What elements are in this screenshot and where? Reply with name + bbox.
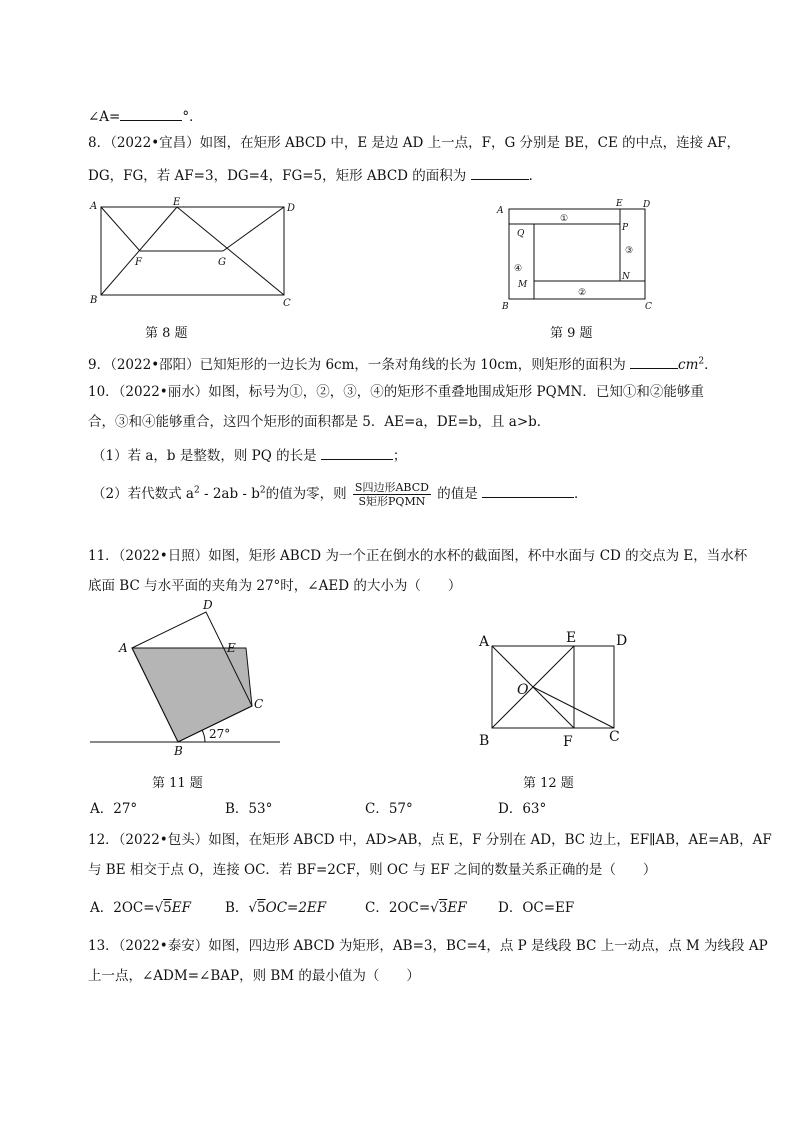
label-c: C: [645, 302, 652, 312]
figure-q9-caption: 第 9 题: [550, 326, 593, 341]
label-a: A: [119, 641, 128, 655]
q13-line2: 上一点，∠ADM=∠BAP，则 BM 的最小值为（ ）: [88, 968, 420, 984]
q10-line1: 10．（2022•丽水）如图，标号为①，②，③，④的矩形不重叠地围成矩形 PQMN．已知①和②能够重: [88, 384, 704, 400]
seg-dg: [223, 207, 284, 251]
label-rect-2: ②: [578, 288, 587, 298]
answer-blank: [630, 356, 678, 369]
q8-line1: 8．（2022•宜昌）如图，在矩形 ABCD 中，E 是边 AD 上一点，F，G 分别是 BE，CE 的中点，连接 AF，: [88, 135, 741, 151]
answer-blank: [471, 167, 529, 180]
q12-line2: 与 BE 相交于点 O，连接 OC．若 BF=2CF，则 OC 与 EF 之间的数量关系正确的是（ ）: [88, 862, 657, 878]
label-c: C: [283, 298, 291, 309]
figure-q12-caption: 第 12 题: [523, 776, 574, 791]
q11-choice-c: C．57°: [365, 801, 413, 817]
q12-choice-c: C．2OC=√3EF: [365, 900, 467, 916]
label-b: B: [502, 302, 509, 312]
q11-line2: 底面 BC 与水平面的夹角为 27°时，∠AED 的大小为（ ）: [88, 578, 462, 594]
rect-2: [534, 281, 645, 299]
seg-af: [101, 207, 140, 251]
rect-3: [620, 209, 645, 281]
label-a: A: [497, 206, 504, 216]
label-a: A: [479, 634, 490, 650]
label-b: B: [90, 295, 98, 306]
q10-part1: （1）若 a，b 是整数，则 PQ 的长是 ；: [92, 448, 407, 464]
q7-answer-line: ∠A= °．: [88, 109, 203, 125]
figure-q11: [88, 598, 288, 758]
figure-q8: [85, 195, 295, 310]
label-d: D: [643, 200, 651, 210]
label-e: E: [566, 630, 577, 646]
label-rect-4: ④: [514, 264, 523, 274]
label-d: D: [287, 203, 295, 214]
answer-blank: [321, 447, 393, 460]
label-m: M: [518, 280, 528, 290]
label-f: F: [135, 257, 142, 268]
label-b: B: [479, 733, 490, 749]
label-q: Q: [517, 229, 525, 239]
q11-choice-b: B．53°: [225, 801, 273, 817]
figure-q12: [475, 628, 640, 753]
answer-blank: [120, 108, 182, 121]
label-g: G: [218, 257, 226, 268]
sqrt-icon: √: [154, 900, 164, 916]
q12-choice-a: A．2OC=√5EF: [90, 900, 191, 916]
label-e: E: [616, 199, 623, 209]
q13-line1: 13．（2022•泰安）如图，四边形 ABCD 为矩形，AB=3，BC=4，点 P 是线段 BC 上一动点，点 M 为线段 AP: [88, 938, 768, 954]
fraction: $\frac{\text{S四边形ABCD}}{\text{S矩形PQMN}}$: [354, 481, 429, 508]
label-n: N: [622, 272, 630, 282]
q12-choice-d: D．OC=EF: [498, 900, 575, 916]
figure-q11-caption: 第 11 题: [152, 776, 203, 791]
label-p: P: [622, 223, 629, 233]
q11-line1: 11．（2022•日照）如图，矩形 ABCD 为一个正在倒水的水杯的截面图，杯中水面与 CD 的交点为 E，当水杯: [88, 548, 748, 564]
label-a: A: [90, 201, 98, 212]
angle-label: 27°: [209, 727, 231, 741]
label-e: E: [173, 197, 181, 208]
q12-choice-b: B．√5OC=2EF: [225, 900, 327, 916]
sqrt-icon: √: [430, 900, 439, 916]
sqrt-icon: √: [248, 900, 258, 916]
answer-blank: [482, 485, 574, 498]
q8-line2: DG，FG，若 AF=3，DG=4，FG=5，矩形 ABCD 的面积为 ．: [88, 168, 543, 184]
q11-choice-d: D．63°: [498, 801, 547, 817]
rect-abcd: [492, 646, 614, 728]
figure-q9: [490, 195, 665, 315]
label-o: O: [517, 682, 529, 698]
label-d: D: [616, 633, 628, 649]
q9-line: 9．（2022•邵阳）已知矩形的一边长为 6cm，一条对角线的长为 10cm，则矩形的面积为 $cm^2$．: [88, 356, 718, 373]
angle-arc: [202, 730, 205, 742]
q11-choice-a: A．27°: [90, 801, 138, 817]
label-c: C: [254, 697, 264, 711]
label-f: F: [563, 734, 573, 750]
figure-q8-caption: 第 8 题: [145, 326, 188, 341]
label-rect-1: ①: [560, 214, 569, 224]
label-c: C: [609, 729, 620, 745]
water-region: [132, 648, 252, 742]
q10-line2: 合，③和④能够重合，这四个矩形的面积都是 5．AE=a，DE=b，且 a>b．: [88, 414, 551, 430]
q12-line1: 12．（2022•包头）如图，在矩形 ABCD 中，AD>AB，点 E，F 分别在 AD，BC 边上，EF∥AB，AE=AB，AF: [88, 832, 772, 848]
q10-part2: （2）若代数式 $a^2 - 2ab - b^2$的值为零，则 $\frac{\text{S四边形ABCD}}{\text{S矩形PQMN}}$ 的值是 ．: [92, 481, 588, 508]
label-e: E: [227, 641, 236, 655]
label-b: B: [174, 744, 183, 758]
label-rect-3: ③: [625, 246, 634, 256]
label-d: D: [203, 598, 213, 612]
